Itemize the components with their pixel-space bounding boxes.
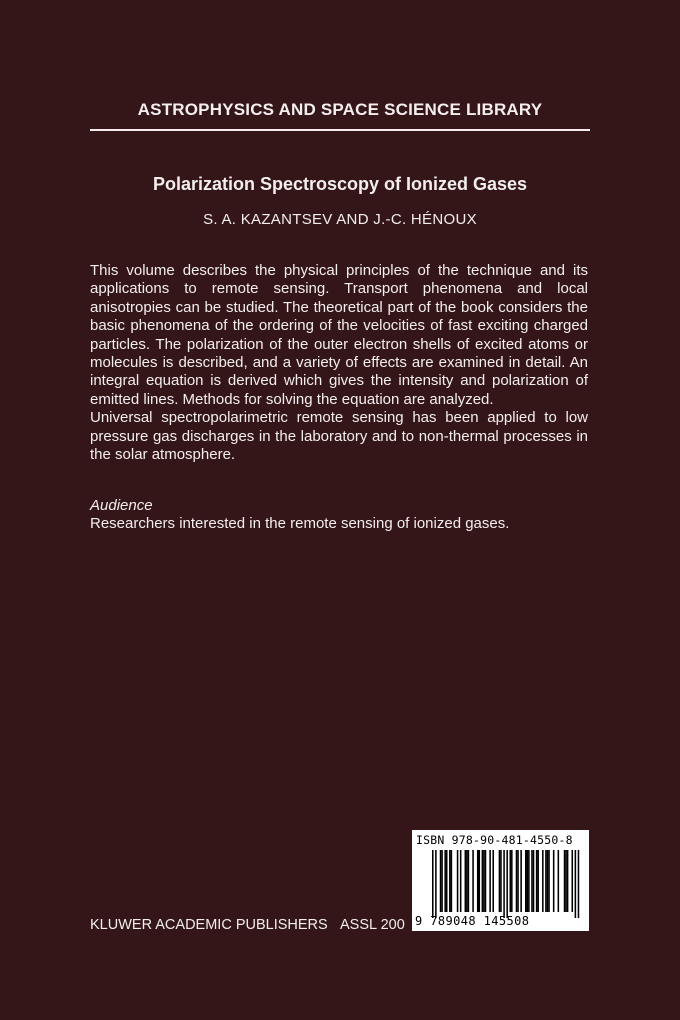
audience-text: Researchers interested in the remote sensing of ionized gases. [90, 515, 510, 532]
barcode-bar [449, 850, 451, 912]
barcode-bar [525, 850, 527, 912]
barcode-bar [575, 850, 577, 918]
description-paragraph: This volume describes the physical principles of the technique and its applications to remote sensing. Transport phenomena and local anisotropies can be studied. The theoretical part of the book considers the basic phenomena of the ordering of the velocities of fast exciting charged particles. The polarization of the outer electron shells of excited atoms or molecules is described, and a variety of effects are examined in detail. An integral equation is derived which gives the intensity and polarization of emitted lines. Methods for solving the equation are analyzed. [90, 262, 588, 408]
barcode-bar [441, 850, 443, 912]
barcode-bar [444, 850, 446, 912]
barcode-bar [460, 850, 462, 912]
barcode-bar [477, 850, 479, 912]
barcode-bar [468, 850, 470, 912]
barcode-bar [564, 850, 566, 912]
barcode-bar [536, 850, 538, 912]
barcode-bar [489, 850, 491, 912]
barcode-bar [483, 850, 485, 912]
barcode-bar [479, 850, 481, 912]
barcode-bar [531, 850, 533, 912]
isbn-barcode [412, 830, 589, 931]
barcode-bar [451, 850, 453, 912]
barcode-digits: 9 789048 145508 [415, 914, 530, 928]
barcode-bar [510, 850, 512, 912]
barcode-bar [500, 850, 502, 912]
barcode-bar [457, 850, 459, 912]
audience-label: Audience [90, 497, 153, 514]
book-description [90, 262, 588, 464]
barcode-bar [520, 850, 522, 912]
barcode-bar [440, 850, 442, 912]
barcode-bar [499, 850, 501, 912]
barcode-bar [527, 850, 529, 912]
barcode-bar [572, 850, 574, 912]
barcode-bar [517, 850, 519, 912]
barcode-bar [435, 850, 437, 918]
barcode-bar [547, 850, 549, 912]
barcode-bar [545, 850, 547, 912]
description-paragraph: Universal spectropolarimetric remote sensing has been applied to low pressure gas discharges in the laboratory and to non-thermal processes in the solar atmosphere. [90, 409, 588, 464]
barcode-bar [503, 850, 505, 918]
barcode-bar [537, 850, 539, 912]
series-title: ASTROPHYSICS AND SPACE SCIENCE LIBRARY [137, 100, 543, 119]
barcode-bar [472, 850, 474, 912]
barcode-bar [446, 850, 448, 912]
barcode-bar [511, 850, 513, 912]
barcode-bar [492, 850, 494, 912]
barcode-bar [506, 850, 508, 918]
barcode-bar [548, 850, 550, 912]
series-divider [90, 129, 590, 131]
barcode-bar [528, 850, 530, 912]
barcode-bar [565, 850, 567, 912]
publisher-name: KLUWER ACADEMIC PUBLISHERS [90, 917, 328, 933]
barcode-bar [542, 850, 544, 912]
book-authors: S. A. KAZANTSEV AND J.-C. HÉNOUX [203, 211, 477, 228]
series-number: ASSL 200 [340, 917, 405, 933]
isbn-label: ISBN 978-90-481-4550-8 [416, 833, 573, 847]
barcode-bar [553, 850, 555, 912]
barcode-bar [533, 850, 535, 912]
barcode-bar [516, 850, 518, 912]
barcode-bar [485, 850, 487, 912]
barcode-bar [578, 850, 580, 918]
barcode-bar [466, 850, 468, 912]
barcode-bar [567, 850, 569, 912]
barcode-bar [432, 850, 434, 918]
book-title: Polarization Spectroscopy of Ionized Gases [152, 174, 528, 194]
barcode-bar [558, 850, 560, 912]
barcode-bar [465, 850, 467, 912]
barcode-bar [482, 850, 484, 912]
